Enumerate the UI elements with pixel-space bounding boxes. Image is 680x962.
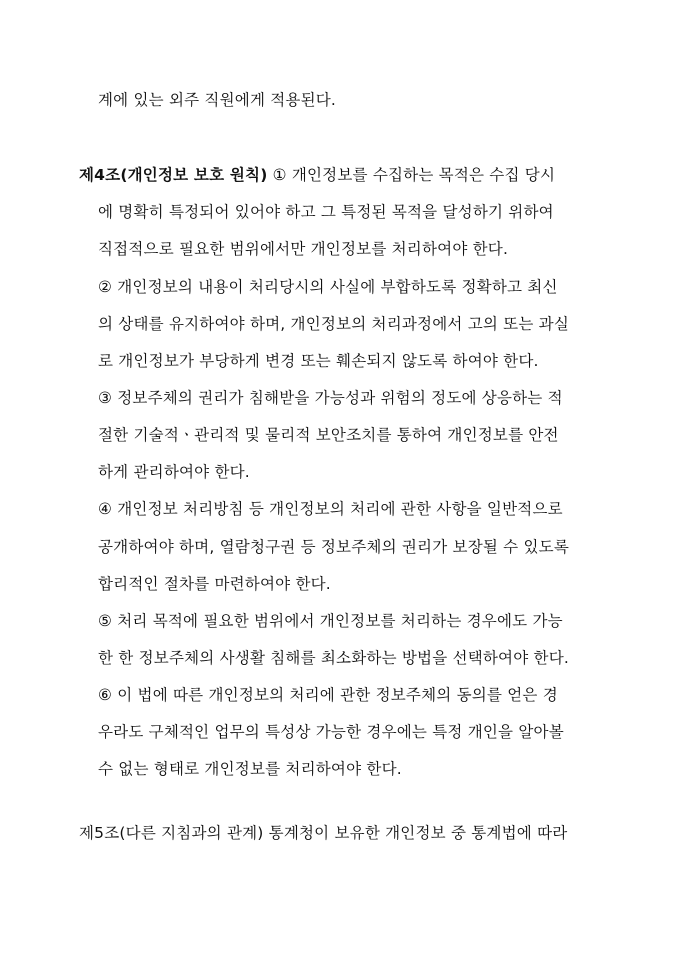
article-4-line: 공개하여야 하며, 열람청구권 등 정보주체의 권리가 보장될 수 있도록	[98, 538, 569, 556]
article-4-line: 합리적인 절차를 마련하여야 한다.	[98, 575, 331, 593]
article-4-line: 한 한 정보주체의 사생활 침해를 최소화하는 방법을 선택하여야 한다.	[98, 649, 569, 667]
article-4-first-line	[79, 164, 555, 186]
article-4-line: ② 개인정보의 내용이 처리당시의 사실에 부합하도록 정확하고 최신	[98, 278, 558, 296]
article-4-line: 로 개인정보가 부당하게 변경 또는 훼손되지 않도록 하여야 한다.	[98, 352, 539, 370]
article-4-line: 우라도 구체적인 업무의 특성상 가능한 경우에는 특정 개인을 알아볼	[98, 723, 564, 741]
article-4-line: 수 없는 형태로 개인정보를 처리하여야 한다.	[98, 760, 402, 778]
article-4-title: 제4조(개인정보 보호 원칙)	[79, 166, 268, 184]
article-4-line: ⑥ 이 법에 따른 개인정보의 처리에 관한 정보주체의 동의를 얻은 경	[98, 686, 558, 704]
article-4-line: 직접적으로 필요한 범위에서만 개인정보를 처리하여야 한다.	[98, 240, 509, 258]
article-4-line: ④ 개인정보 처리방침 등 개인정보의 처리에 관한 사항을 일반적으로	[98, 500, 563, 518]
article-4-line: ③ 정보주체의 권리가 침해받을 가능성과 위험의 정도에 상응하는 적	[98, 389, 563, 407]
article-5-line: 제5조(다른 지침과의 관계) 통계청이 보유한 개인정보 중 통계법에 따라	[79, 824, 568, 842]
article-4-line: 의 상태를 유지하여야 하며, 개인정보의 처리과정에서 고의 또는 과실	[98, 315, 569, 333]
article-4-line: ① 개인정보를 수집하는 목적은 수집 당시	[267, 166, 556, 184]
article-4-line: 에 명확히 특정되어 있어야 하고 그 특정된 목적을 달성하기 위하여	[98, 203, 554, 221]
article-4-line: 하게 관리하여야 한다.	[98, 463, 250, 481]
intro-line: 계에 있는 외주 직원에게 적용된다.	[98, 91, 337, 109]
article-4-line: 절한 기술적ㆍ관리적 및 물리적 보안조치를 통하여 개인정보를 안전	[98, 426, 559, 444]
article-4-line: ⑤ 처리 목적에 필요한 범위에서 개인정보를 처리하는 경우에도 가능	[98, 612, 563, 630]
